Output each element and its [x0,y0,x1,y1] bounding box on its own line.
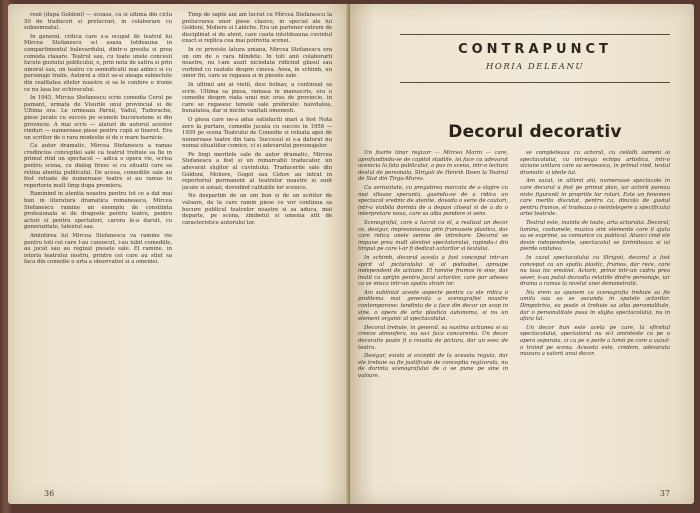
paragraph: O piesa care ne-a adus satisfactii mari a fost Nota zero la purtare, comedie jucata cu succes in 1958 — 1959 pe scena Teatrului de Comedie si reluata apoi de numeroase teatre din tara. Succesul ei s-a datorat nu numai situatiilor comice, ci si adevarului personajelor. [182,116,332,150]
header-rule-bottom [400,82,670,83]
paragraph: In cazul spectacolului cu Strigoii, decorul a fost conceput ca un spatiu plastic, frumos, dar rece, care nu lasa loc emotiei. Actorii, prinsi intr-un cadru prea sever, n-au putut dezvolta relatiile dintre personaje, iar drama a ramas la nivelul unei demonstratii. [520,254,670,288]
left-column-1 [24,12,172,480]
paragraph: se completeaza cu actorul, cu ceilalti oameni ai spectacolului, cu intreaga echipa artistica, intr-o viziune unitara care sa serveasca, in primul rind, textul dramatic si ideile lui. [520,150,670,176]
paragraph: Amintirea lui Mircea Stefanescu va ramine vie pentru toti cei care l-au cunoscut, i-au iubit comediile, au jucat sau au regizat piesele sale. El ramine, in istoria teatrului nostru, printre cei care au stiut sa faca din comedie o arta a observatiei si a omeniei. [24,233,172,266]
left-column-2 [182,12,332,480]
paragraph: Raminind in atentia noastra pentru tot ce a dat mai bun in literatura dramatica romaneasca, Mircea Stefanescu ramine un exemplu de constiinta profesionala si de dragoste pentru teatru, pentru actori si pentru spectatori, carora le-a daruit, cu generozitate, talentul sau. [24,191,172,231]
right-column-1 [358,150,508,480]
paragraph: Un decor bun este acela pe care, la sfirsitul spectacolului, spectatorul nu si-l aminteste ca pe o opera separata, ci ca pe o parte a lumii pe care a vazut-o traind pe scena. Aceasta este, credem, adevarata masura a valorii unui decor. [520,324,670,358]
paragraph: Un foarte tinar regizor — Mircea Marin — care, aprofundindu-se de capitol stadiile, isi face cu adevarat ucenicia la fata publicului, a pus in scena, intr-o lectura destul de personala, Strigoii de Henrik Ibsen la Teatrul de Stat din Tirgu-Mures. [358,150,508,183]
paragraph: Am subliniat aceste aspecte pentru ca ele ridica o problema mai generala a scenografiei noastre contemporane: tendinta de a face din decor un scop in sine, o opera de arta plastica autonoma, si nu un element organic al spectacolului. [358,289,508,323]
header-rule-top [400,34,670,35]
section-header [400,42,670,72]
paragraph: In 1945, Mircea Stefanescu scrie comedia Cerul pe pamant, urmata de Visurile unui provincial si de Ultima ora. Le urmeaza Pariul, Vadul, Tudorache, piese jucate cu succes pe scenele bucurestene si din provincie. A mai scris — alaturi de autorul acestor rinduri — numeroase piese pentru copii si tineret. Era un scriitor de o rara modestie si de o mare harnicie. [24,95,172,141]
paragraph: Ca autor dramatic, Mircea Stefanescu a ramas credincios conceptiei sale ca teatrul trebuie sa fie in primul rind un spectacol — adica o opera vie, scrisa pentru scena, cu dialog firesc si cu situatii care sa retina atentia publicului. De aceea, comediile sale au fost reluate de numeroase teatre si au ramas in repertoriu mult timp dupa premiera. [24,143,172,189]
paragraph: Decorul trebuie, in general, sa sustina actiunea si sa creeze atmosfera, nu sa-i faca concurenta. Un decor decorativ poate fi o reusita de pictura, dar un esec de teatru. [358,324,508,351]
paragraph: Teatrul este, inainte de toate, arta actorului. Decorul, lumina, costumele, muzica sint elemente care il ajuta sa se exprime, sa comunice cu publicul. Atunci cind ele devin independente, spectacolul se farimiteaza si isi pierde unitatea. [520,219,670,253]
section-title: CONTRAPUNCT [458,42,612,57]
paragraph: Am vazut, in ultimii ani, numeroase spectacole in care decorul a fost pe primul plan, iar actorii pareau niste figuranti in propriile lor roluri. Este un fenomen care merita discutat, pentru ca, dincolo de gustul pentru frumos, el tradeaza o neintelegere a specificului artei teatrale. [520,178,670,218]
page-number-left: 36 [44,489,55,498]
paragraph: Scenograful, care a lucrat cu el, a realizat un decor ce, desigur, impresioneaza prin frumusete plastica, dar care ridica unele semne de intrebare. Decorul se impune prea mult atentiei spectatorului, rapindu-i din timpul pe care l-ar fi dedicat actorilor si textului. [358,219,508,253]
article-title: Decorul decorativ [448,122,622,142]
paragraph: Ne despartim de un om bun si de un scriitor de valoare, de la care ramin piese ce vor continua sa bucure publicul teatrelor noastre si sa aduca, mai departe, pe scena, zimbetul si omenia atit de caracteristice autorului lor. [182,193,332,226]
right-page [350,4,694,504]
paragraph: Pe lingi meritele sale de autor dramatic, Mircea Stefanescu a fost si un remarcabil traducator, un adevarat slujitor al cuvintului. Traducerile sale din Goldoni, Moliere, Gogol sau Cehov au intrat in repertoriul permanent al teatrelor noastre si sunt jucate si astazi, dovedind calitatile lor scenice. [182,151,332,191]
paragraph: In ce priveste latura umana, Mircea Stefanescu era un om de o rara blindete. In toti anii colaborarii noastre, nu l-am auzit niciodata ridicind glasul sau vorbind cu rautate despre cineva. Avea, in schimb, un umor fin, care se regasea si in piesele sale. [182,46,332,80]
paragraph: Cu seriozitate, cu pregatirea marcata de o slujire cu mai sfioase speranta, gasindu-se de a ridica un spectacol vrednic de atentie, dovada o serie de cautari, intr-o vizibila dorinta de a depasi cliseul si de a da o interpretare noua, care sa aiba pondere si sens. [358,184,508,218]
section-author: HORIA DELEANU [485,62,585,72]
paragraph: Nu vrem sa spunem ca scenografia trebuie sa fie umila sau sa se ascunda in spatele actorilor. Dimpotriva, ea poate si trebuie sa aiba personalitate, dar o personalitate pusa in slujba spectacolului, nu in afara lui. [520,289,670,323]
paragraph: Desigur, exista si exceptii de la aceasta regula, dar ele trebuie sa fie justificate de conceptia regizorala, nu de dorinta scenografului de a se pune pe sine in valoare. [358,353,508,379]
paragraph: Timp de sapte ani am lucrat cu Mircea Stefanescu la prelucrarea unor piese clasice, in special ale lui Goldoni, Moliere si Labiche. Era un partener extrem de disciplinat si de atent, care cauta intotdeauna cuvintul exact si replica cea mai potrivita scenei. [182,12,332,45]
page-number-right: 37 [659,489,670,498]
left-page [8,4,350,504]
paragraph: In schimb, decorul acesta a fost conceput intr-un spirit al picturalului si al podoabei, aproape independent de actiune. El ramine frumos in sine, dar inutil ca sprijin pentru jocul actorilor, care par adesea ca se misca intr-un spatiu strain lor. [358,254,508,288]
paragraph: In general, critica care s-a ocupat de teatrul lui Mircea Stefanescu a-l asaza totdeauna in compartimentul bulevardului, dintr-o gresita si prea comoda clasare. Teatrul sau, cu toate unele concesii facute gustului publicului, e, prin nota de satira si prin umorul sau, un teatru cu semnificatii mai adinci si cu personaje traite. Autorul a stiut sa-si aleaga subiectele din realitatea zilelor noastre si sa le confere o ironie ce nu lasa loc echivocului. [24,33,172,93]
right-column-2 [520,150,670,480]
paragraph: In ultimii ani ai vietii, desi bolnav, a continuat sa scrie. Ultima sa piesa, ramasa in manuscris, era o comedie despre viata unui mic oras de provincie, in care se regasesc temele sale preferate: naivitatea, bunatatea, dar si micile vanitati omenesti. [182,81,332,115]
paragraph: rosii (dupa Goldoni) — scoasa, ca si ultima din ciclu 50 de traduceri si prelucrari, in colaborare cu subsemnatul. [24,12,172,32]
